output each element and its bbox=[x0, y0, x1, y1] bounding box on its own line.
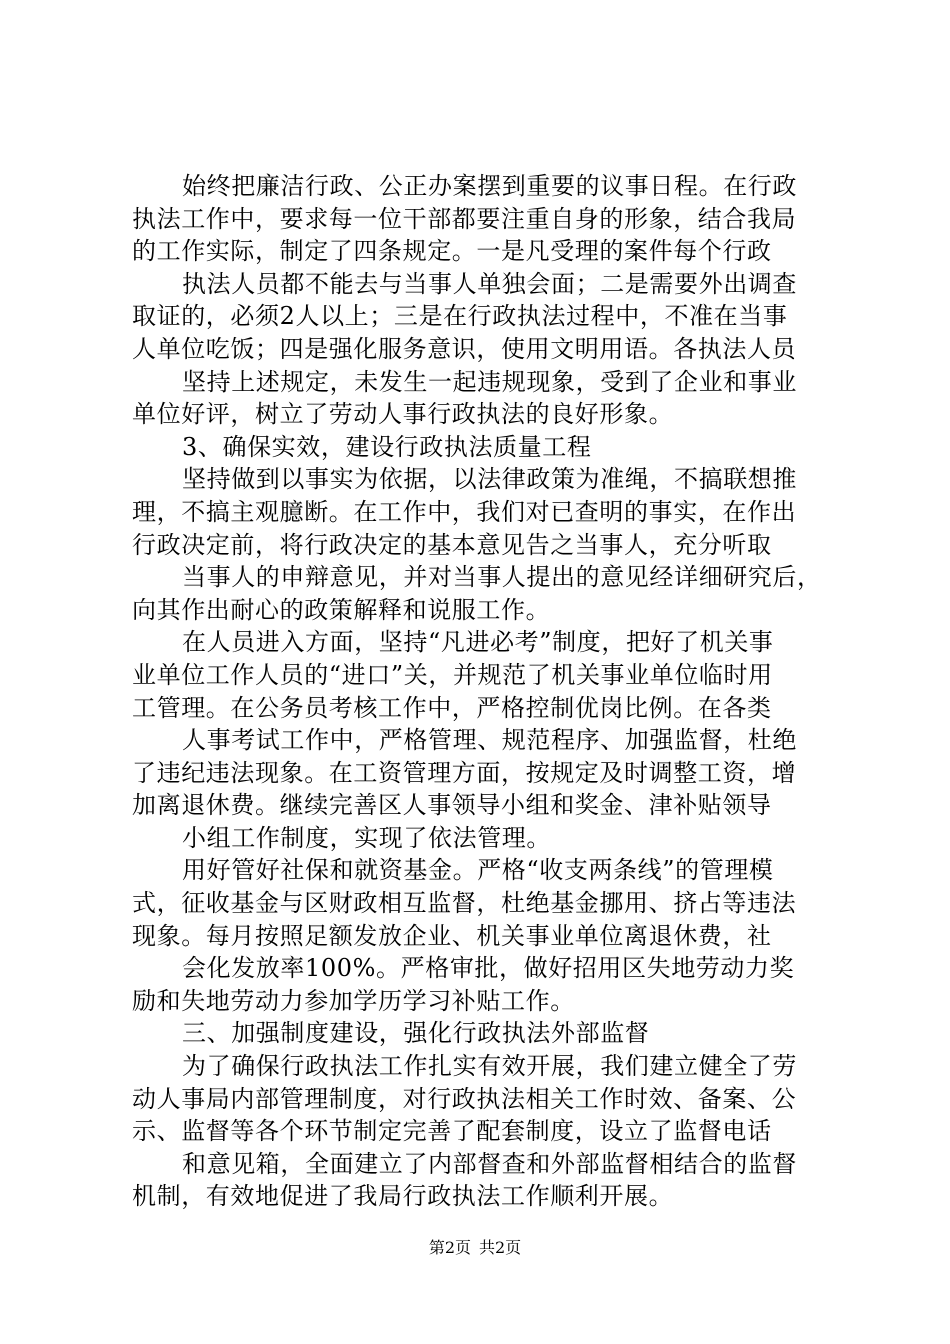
text-line: 机制，有效地促进了我局行政执法工作顺利开展。 bbox=[132, 1182, 674, 1211]
text-line: 业单位工作人员的“进口”关，并规范了机关事业单位临时用 bbox=[132, 660, 773, 689]
text-line: 执法工作中，要求每一位干部都要注重自身的形象，结合我局 bbox=[132, 204, 797, 233]
text-line: 示、监督等各个环节制定完善了配套制度，设立了监督电话 bbox=[132, 1117, 772, 1146]
text-line: 行政决定前，将行政决定的基本意见告之当事人，充分听取 bbox=[132, 530, 772, 559]
text-line: 小组工作制度，实现了依法管理。 bbox=[182, 823, 551, 852]
text-line: 向其作出耐心的政策解释和说服工作。 bbox=[132, 595, 551, 624]
text-line: 了违纪违法现象。在工资管理方面，按规定及时调整工资，增 bbox=[132, 758, 797, 787]
text-line: 执法人员都不能去与当事人单独会面；二是需要外出调查 bbox=[182, 269, 797, 298]
text-line: 坚持上述规定，未发生一起违规现象，受到了企业和事业 bbox=[182, 367, 797, 396]
text-line: 取证的，必须2人以上；三是在行政执法过程中，不准在当事 bbox=[132, 302, 788, 331]
page-number-total: 共2页 bbox=[479, 1238, 522, 1257]
text-line: 坚持做到以事实为依据，以法律政策为准绳，不搞联想推 bbox=[182, 465, 797, 494]
text-line: 人事考试工作中，严格管理、规范程序、加强监督，杜绝 bbox=[182, 726, 797, 755]
text-line: 励和失地劳动力参加学历学习补贴工作。 bbox=[132, 986, 575, 1015]
text-line: 当事人的申辩意见，并对当事人提出的意见经详细研究后， bbox=[182, 563, 822, 592]
text-line: 人单位吃饭；四是强化服务意识，使用文明用语。各执法人员 bbox=[132, 334, 797, 363]
text-line: 单位好评，树立了劳动人事行政执法的良好形象。 bbox=[132, 400, 674, 429]
text-line: 理，不搞主观臆断。在工作中，我们对已查明的事实，在作出 bbox=[132, 497, 797, 526]
page-number-current: 第2页 bbox=[428, 1238, 471, 1257]
text-line: 用好管好社保和就资基金。严格“收支两条线”的管理模 bbox=[182, 856, 774, 885]
page-footer bbox=[0, 1238, 950, 1258]
text-line: 为了确保行政执法工作扎实有效开展，我们建立健全了劳 bbox=[182, 1052, 797, 1081]
text-line: 现象。每月按照足额发放企业、机关事业单位离退休费，社 bbox=[132, 921, 772, 950]
text-line: 三、加强制度建设，强化行政执法外部监督 bbox=[182, 1019, 650, 1048]
text-line: 加离退休费。继续完善区人事领导小组和奖金、津补贴领导 bbox=[132, 791, 772, 820]
text-line: 在人员进入方面，坚持“凡进必考”制度，把好了机关事 bbox=[182, 628, 774, 657]
text-line: 动人事局内部管理制度，对行政执法相关工作时效、备案、公 bbox=[132, 1084, 797, 1113]
text-line: 的工作实际，制定了四条规定。一是凡受理的案件每个行政 bbox=[132, 237, 772, 266]
text-line: 和意见箱，全面建立了内部督查和外部监督相结合的监督 bbox=[182, 1149, 797, 1178]
document-body bbox=[132, 170, 832, 1213]
text-line: 工管理。在公务员考核工作中，严格控制优岗比例。在各类 bbox=[132, 693, 772, 722]
text-line: 3、确保实效，建设行政执法质量工程 bbox=[182, 432, 592, 461]
text-line: 会化发放率100%。严格审批，做好招用区失地劳动力奖 bbox=[182, 954, 795, 983]
text-line: 式，征收基金与区财政相互监督，杜绝基金挪用、挤占等违法 bbox=[132, 889, 797, 918]
text-line: 始终把廉洁行政、公正办案摆到重要的议事日程。在行政 bbox=[182, 172, 797, 200]
